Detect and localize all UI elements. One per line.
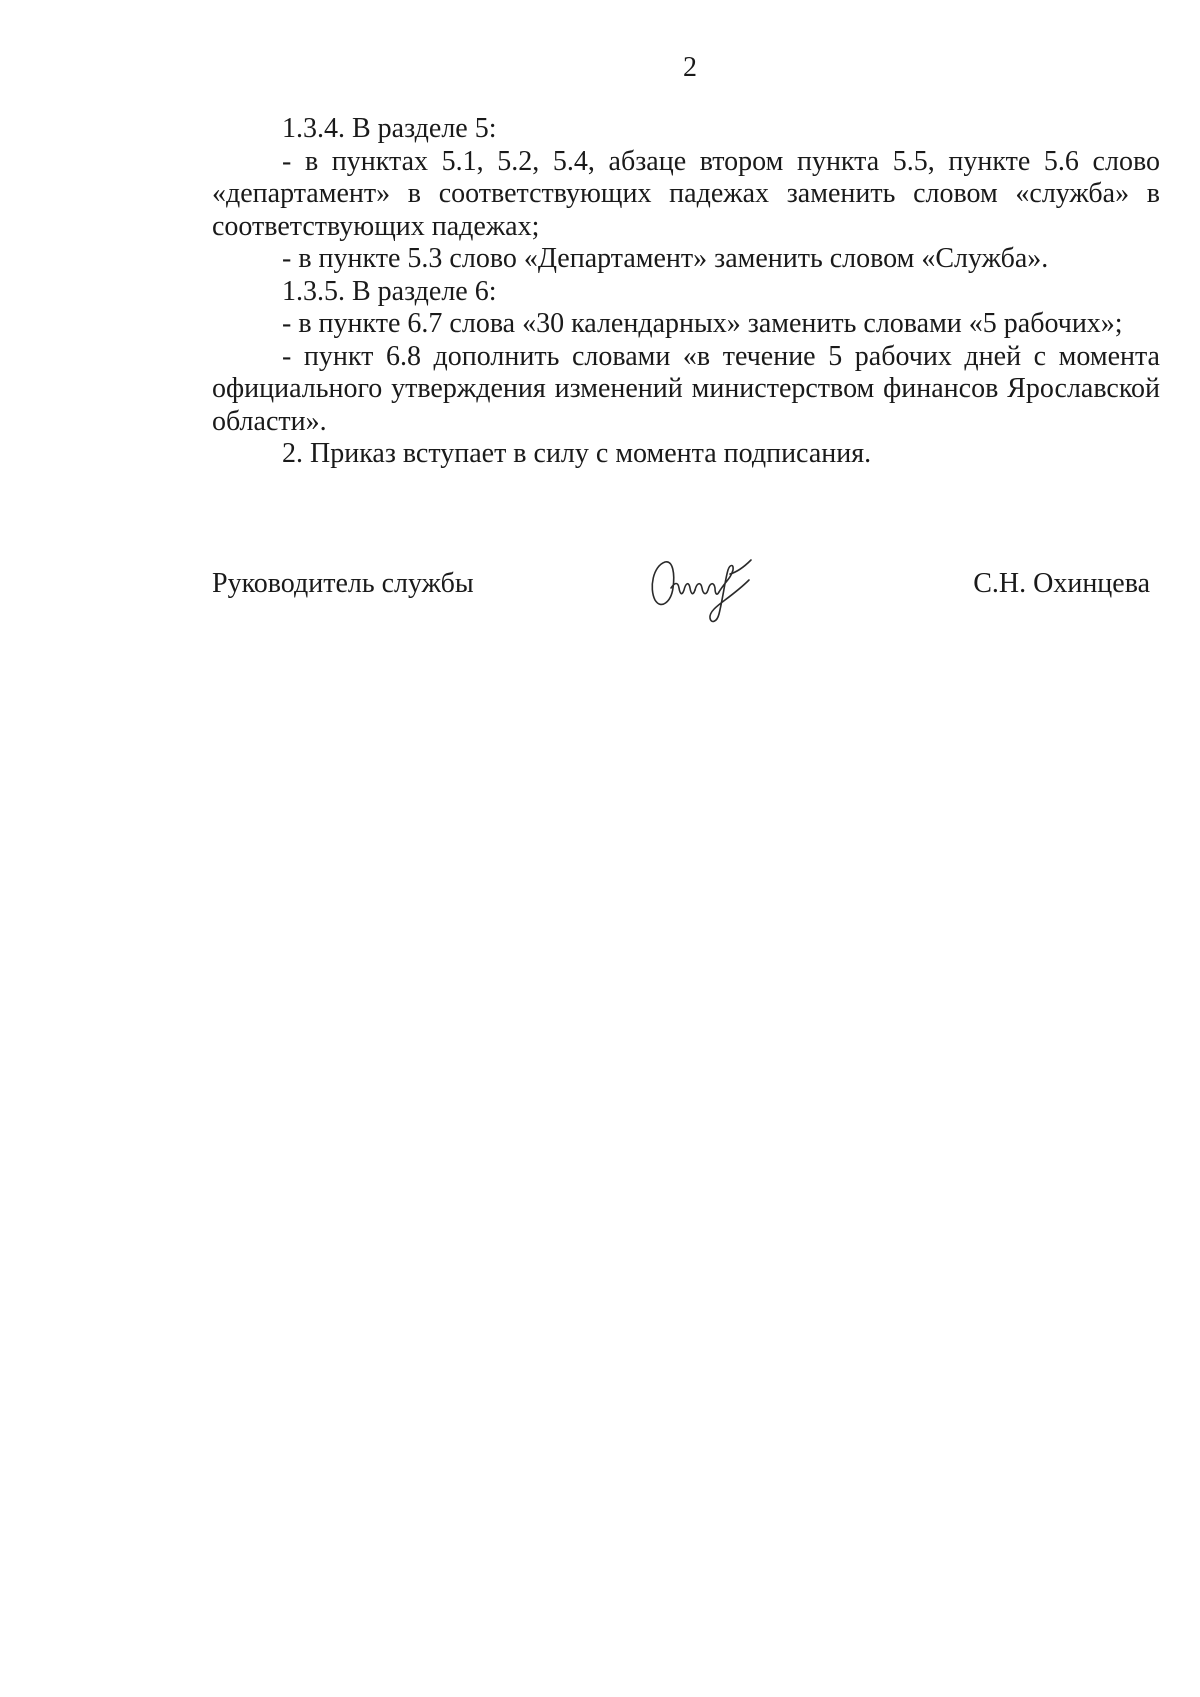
paragraph-item-section5-replace: - в пунктах 5.1, 5.2, 5.4, абзаце втором пункта 5.5, пункте 5.6 слово «департамент» в соответствующих падежах заменить словом «служба» в соответствующих падежах; [212, 145, 1160, 242]
paragraph-item-6-7: - в пункте 6.7 слова «30 календарных» заменить словами «5 рабочих»; [282, 308, 1123, 339]
signer-name: С.Н. Охинцева [973, 568, 1150, 599]
paragraph-item-5-3: - в пункте 5.3 слово «Департамент» заменить словом «Служба». [282, 243, 1049, 274]
document-body [212, 113, 1160, 471]
paragraph-item-6-8: - пункт 6.8 дополнить словами «в течение 5 рабочих дней с момента официального утверждения изменений министерством финансов Ярославской области». [212, 340, 1160, 437]
page-number: 2 [683, 52, 697, 83]
paragraph-1-3-5: 1.3.5. В разделе 6: [282, 275, 497, 307]
paragraph-2-effective: 2. Приказ вступает в силу с момента подписания. [282, 438, 872, 469]
handwritten-signature [645, 548, 775, 628]
paragraph-1-3-4: 1.3.4. В разделе 5: [282, 113, 497, 144]
signer-title: Руководитель службы [212, 568, 474, 599]
